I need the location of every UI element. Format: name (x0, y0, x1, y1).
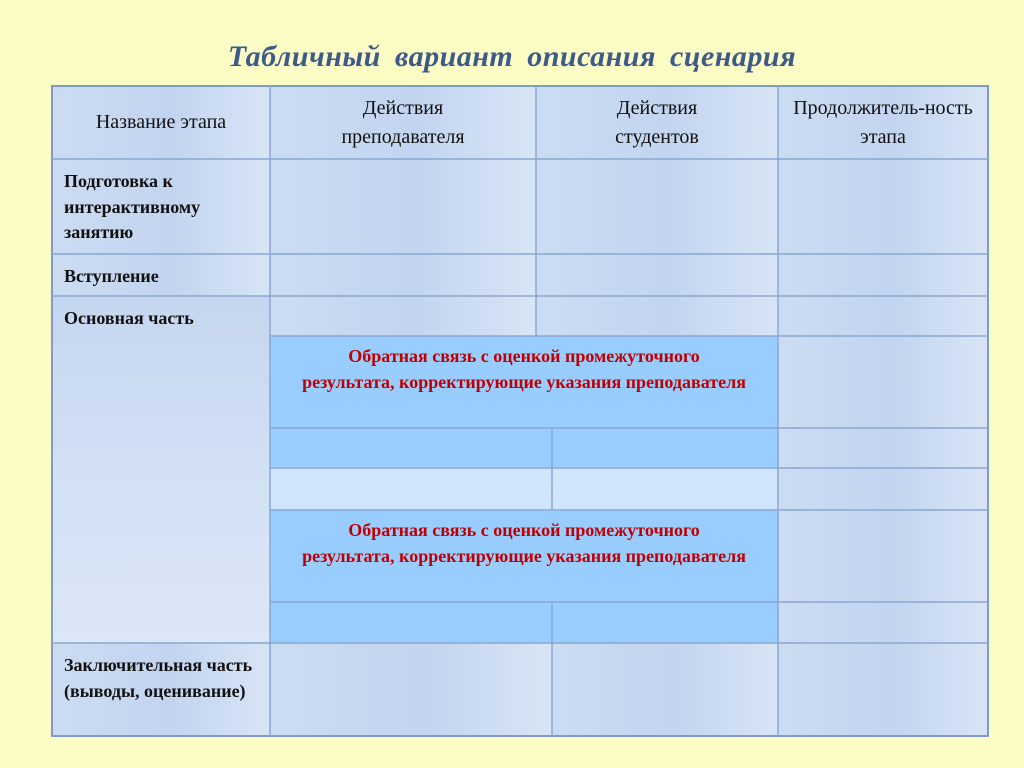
cell-main-students-1 (536, 296, 778, 336)
stage-preparation-label: Подготовка к интерактивному занятию (64, 171, 201, 243)
cell-conclusion-left (270, 643, 552, 736)
cell-main-duration-5 (778, 510, 988, 602)
header-student-actions-label: Действия студентов (615, 97, 699, 148)
header-teacher-actions-label: Действия преподавателя (341, 97, 465, 148)
header-stage-name (52, 86, 270, 159)
feedback-text-2: Обратная связь с оценкой промежуточного результата, корректирующие указания преподавателя (302, 520, 746, 566)
header-stage-name-label: Название этапа (95, 111, 227, 134)
cell-main-left-3 (270, 428, 552, 468)
cell-main-left-6 (270, 602, 552, 643)
cell-preparation-students (536, 159, 778, 254)
cell-main-duration-6 (778, 602, 988, 643)
header-stage-duration (778, 86, 988, 159)
cell-main-duration-4 (778, 468, 988, 510)
feedback-cell-1 (270, 336, 778, 428)
cell-main-duration-2 (778, 336, 988, 428)
cell-preparation-duration (778, 159, 988, 254)
feedback-cell-2 (270, 510, 778, 602)
cell-main-right-4 (552, 468, 778, 510)
cell-introduction-duration (778, 254, 988, 296)
stage-conclusion-label: Заключительная часть (выводы, оценивание) (64, 655, 253, 701)
cell-main-right-3 (552, 428, 778, 468)
cell-main-duration-1 (778, 296, 988, 336)
header-stage-duration-label: Продолжитель-ность этапа (793, 97, 973, 148)
cell-preparation-teacher (270, 159, 536, 254)
stage-conclusion (52, 643, 270, 736)
header-teacher-actions (270, 86, 536, 159)
cell-main-duration-3 (778, 428, 988, 468)
cell-introduction-teacher (270, 254, 536, 296)
cell-introduction-students (536, 254, 778, 296)
feedback-text-1: Обратная связь с оценкой промежуточного результата, корректирующие указания преподавателя (302, 346, 746, 392)
stage-main-part (52, 296, 270, 643)
stage-introduction (52, 254, 270, 296)
cell-conclusion-duration (778, 643, 988, 736)
cell-main-right-6 (552, 602, 778, 643)
header-student-actions (536, 86, 778, 159)
cell-main-left-4 (270, 468, 552, 510)
slide-title: Табличный вариант описания сценария (227, 40, 797, 73)
cell-main-teacher-1 (270, 296, 536, 336)
cell-conclusion-right (552, 643, 778, 736)
stage-main-part-label: Основная часть (64, 308, 194, 328)
stage-preparation (52, 159, 270, 254)
stage-introduction-label: Вступление (64, 266, 159, 286)
